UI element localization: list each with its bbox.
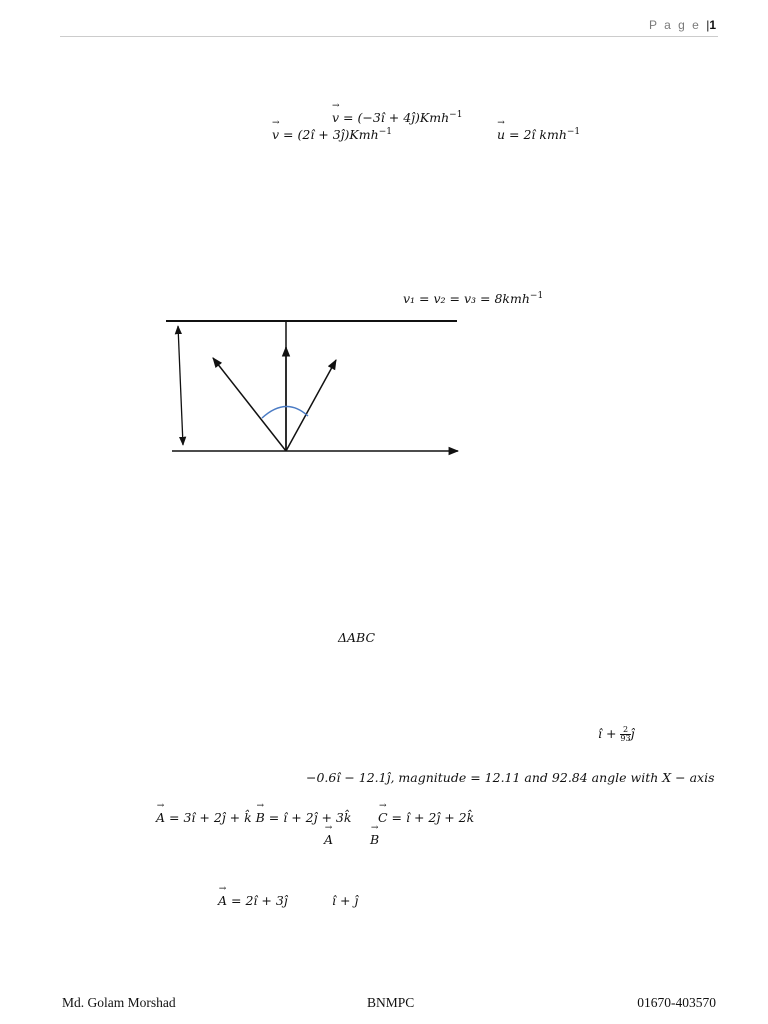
left-diagonal-arrow	[213, 358, 286, 451]
vector-A-symbol: → A	[156, 810, 165, 825]
vector-v-symbol: → v	[332, 110, 339, 125]
fraction-denominator: 93	[620, 734, 631, 743]
vector-B-definition: = î + 2ĵ + 3k̂	[264, 810, 352, 825]
vector-A-symbol: → A	[324, 832, 333, 847]
vector-A2-expression	[218, 893, 288, 908]
i-plus-j-expression: î + ĵ	[332, 893, 359, 908]
right-diagonal-arrow	[286, 360, 336, 451]
footer-center: BNMPC	[367, 995, 415, 1010]
exponent: −1	[378, 127, 392, 137]
velocity-equation-1-body: = (−3î + 4ĵ)Kmh	[339, 110, 450, 125]
page-label: P a g e	[649, 18, 701, 32]
exponent: −1	[449, 110, 463, 120]
unit-vector-i: î +	[598, 726, 621, 741]
width-arrow	[178, 326, 183, 445]
vector-A2-definition: = 2î + 3ĵ	[227, 893, 288, 908]
velocity-u-equation-body: = 2î kmh	[505, 127, 567, 142]
exponent: −1	[529, 291, 544, 301]
vector-B-label	[370, 832, 379, 847]
vector-B-symbol: → B	[370, 832, 379, 847]
fraction-numerator: 2	[620, 726, 630, 735]
vector-C-expression	[378, 810, 474, 825]
footer-phone: 01670-403570	[637, 995, 716, 1010]
vector-u-symbol: → u	[497, 127, 505, 142]
speeds-equation-body: v₁ = v₂ = v₃ = 8kmh	[403, 291, 530, 306]
page-number: 1	[709, 18, 716, 32]
triangle-label: ΔABC	[338, 630, 376, 645]
unit-vector-expression	[598, 726, 635, 743]
vector-A-definition: = 3î + 2ĵ + k̂	[165, 810, 252, 825]
vector-C-symbol: → C	[378, 810, 388, 825]
vector-A-label	[324, 832, 333, 847]
angle-arc	[262, 406, 308, 418]
velocity-equation-2-body: = (2î + 3ĵ)Kmh	[279, 127, 379, 142]
vector-B-symbol: → B	[256, 810, 265, 825]
vector-A-symbol: → A	[218, 893, 227, 908]
vector-definitions	[156, 810, 351, 825]
unit-vector-j: ĵ	[630, 726, 635, 741]
page-separator: |	[706, 18, 710, 32]
result-line: −0.6î − 12.1ĵ, magnitude = 12.11 and 92.84 angle with X − axis	[306, 770, 715, 785]
footer-author: Md. Golam Morshad	[62, 995, 176, 1010]
vector-C-definition: = î + 2ĵ + 2k̂	[387, 810, 475, 825]
unit-vector-fraction	[620, 726, 630, 743]
exponent: −1	[566, 127, 581, 137]
vector-v-symbol: → v	[272, 127, 279, 142]
